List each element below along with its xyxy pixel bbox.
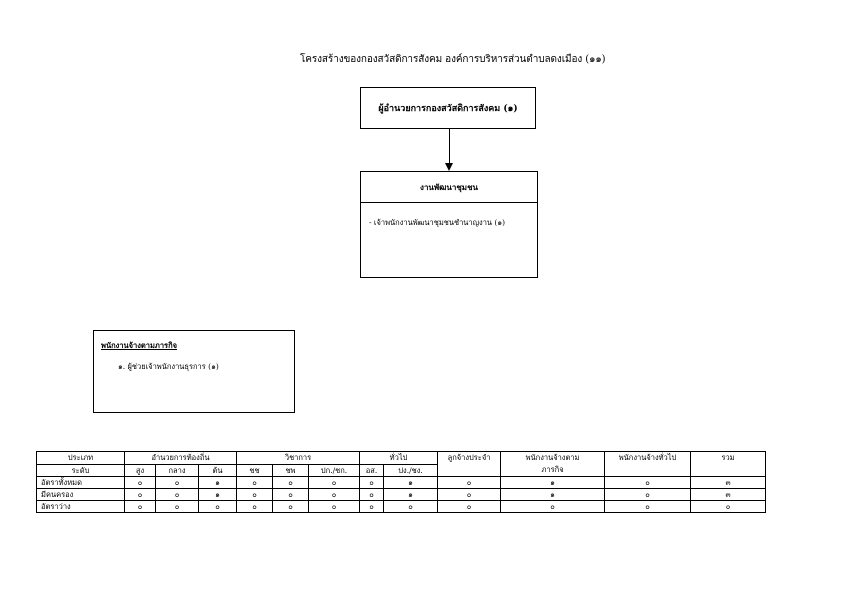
row-label: อัตราว่าง bbox=[37, 501, 125, 513]
subheader-cell: ต้น bbox=[199, 464, 237, 477]
table-cell: ๐ bbox=[360, 501, 384, 513]
table-cell: ๐ bbox=[199, 501, 237, 513]
table-cell: ๐ bbox=[438, 477, 501, 489]
table-cell: ๐ bbox=[384, 501, 438, 513]
subheader-cell: อส. bbox=[360, 464, 384, 477]
subheader-cell: ชพ bbox=[273, 464, 309, 477]
table-cell: ๐ bbox=[156, 477, 199, 489]
table-cell: ๑ bbox=[501, 477, 605, 489]
table-cell: ๐ bbox=[360, 477, 384, 489]
table-cell: ๑ bbox=[384, 477, 438, 489]
subheader-cell: สูง bbox=[125, 464, 156, 477]
header-mission-line2: ภารกิจ bbox=[541, 465, 564, 474]
table-cell: ๐ bbox=[237, 489, 273, 501]
table-cell: ๐ bbox=[309, 489, 360, 501]
page-title: โครงสร้างของกองสวัสดิการสังคม องค์การบริหารส่วนตำบลดงเมือง (๑๑) bbox=[300, 54, 606, 65]
header-mission-line1: พนักงานจ้างตาม bbox=[525, 453, 580, 462]
mission-staff-box bbox=[93, 330, 295, 413]
table-row bbox=[37, 501, 766, 513]
table-cell: ๐ bbox=[360, 489, 384, 501]
table-cell: ๐ bbox=[605, 489, 691, 501]
department-box bbox=[360, 171, 538, 278]
subheader-cell: กลาง bbox=[156, 464, 199, 477]
table-cell: ๐ bbox=[309, 501, 360, 513]
department-position: - เจ้าพนักงานพัฒนาชุมชนชำนาญงาน (๑) bbox=[369, 218, 506, 227]
subheader-cell: ปง./ชง. bbox=[384, 464, 438, 477]
subheader-cell: ชช bbox=[237, 464, 273, 477]
header-mission bbox=[501, 452, 605, 477]
table-cell: ๐ bbox=[605, 477, 691, 489]
table-cell: ๐ bbox=[501, 501, 605, 513]
row-label: อัตราทั้งหมด bbox=[37, 477, 125, 489]
mission-staff-heading: พนักงานจ้างตามภารกิจ bbox=[101, 341, 178, 350]
table-cell: ๐ bbox=[125, 501, 156, 513]
table-cell: ๐ bbox=[237, 477, 273, 489]
table-cell: ๑ bbox=[199, 477, 237, 489]
table-cell: ๓ bbox=[691, 477, 766, 489]
table-cell: ๐ bbox=[273, 501, 309, 513]
header-general: ทั่วไป bbox=[360, 452, 438, 465]
table-cell: ๐ bbox=[156, 489, 199, 501]
table-cell: ๐ bbox=[438, 501, 501, 513]
table-cell: ๓ bbox=[691, 489, 766, 501]
table-cell: ๐ bbox=[605, 501, 691, 513]
header-general-emp: พนักงานจ้างทั่วไป bbox=[605, 452, 691, 477]
table-cell: ๑ bbox=[384, 489, 438, 501]
table-cell: ๐ bbox=[691, 501, 766, 513]
header-local-admin: อำนวยการท้องถิ่น bbox=[125, 452, 237, 465]
staff-summary-table bbox=[36, 451, 766, 513]
table-cell: ๐ bbox=[125, 489, 156, 501]
table-cell: ๐ bbox=[156, 501, 199, 513]
table-cell: ๐ bbox=[309, 477, 360, 489]
mission-staff-item: ๑. ผู้ช่วยเจ้าพนักงานธุรการ (๑) bbox=[118, 362, 219, 371]
table-cell: ๐ bbox=[273, 477, 309, 489]
row-label: มีคนครอง bbox=[37, 489, 125, 501]
header-permanent: ลูกจ้างประจำ bbox=[438, 452, 501, 477]
table-cell: ๐ bbox=[273, 489, 309, 501]
subheader-cell: ปก./ชก. bbox=[309, 464, 360, 477]
table-cell: ๐ bbox=[438, 489, 501, 501]
table-cell: ๐ bbox=[237, 501, 273, 513]
header-academic: วิชาการ bbox=[237, 452, 360, 465]
table-cell: ๑ bbox=[501, 489, 605, 501]
header-total: รวม bbox=[691, 452, 766, 477]
table-header-row bbox=[37, 452, 766, 465]
table-cell: ๑ bbox=[199, 489, 237, 501]
table-cell: ๐ bbox=[125, 477, 156, 489]
org-connector-line bbox=[449, 129, 450, 165]
arrow-down-icon bbox=[445, 163, 453, 171]
department-name: งานพัฒนาชุมชน bbox=[361, 172, 537, 203]
head-position-box bbox=[360, 87, 536, 129]
table-row bbox=[37, 489, 766, 501]
head-position-label: ผู้อำนวยการกองสวัสดิการสังคม (๑) bbox=[378, 104, 518, 114]
table-row bbox=[37, 477, 766, 489]
header-level: ระดับ bbox=[37, 464, 125, 477]
header-type: ประเภท bbox=[37, 452, 125, 465]
